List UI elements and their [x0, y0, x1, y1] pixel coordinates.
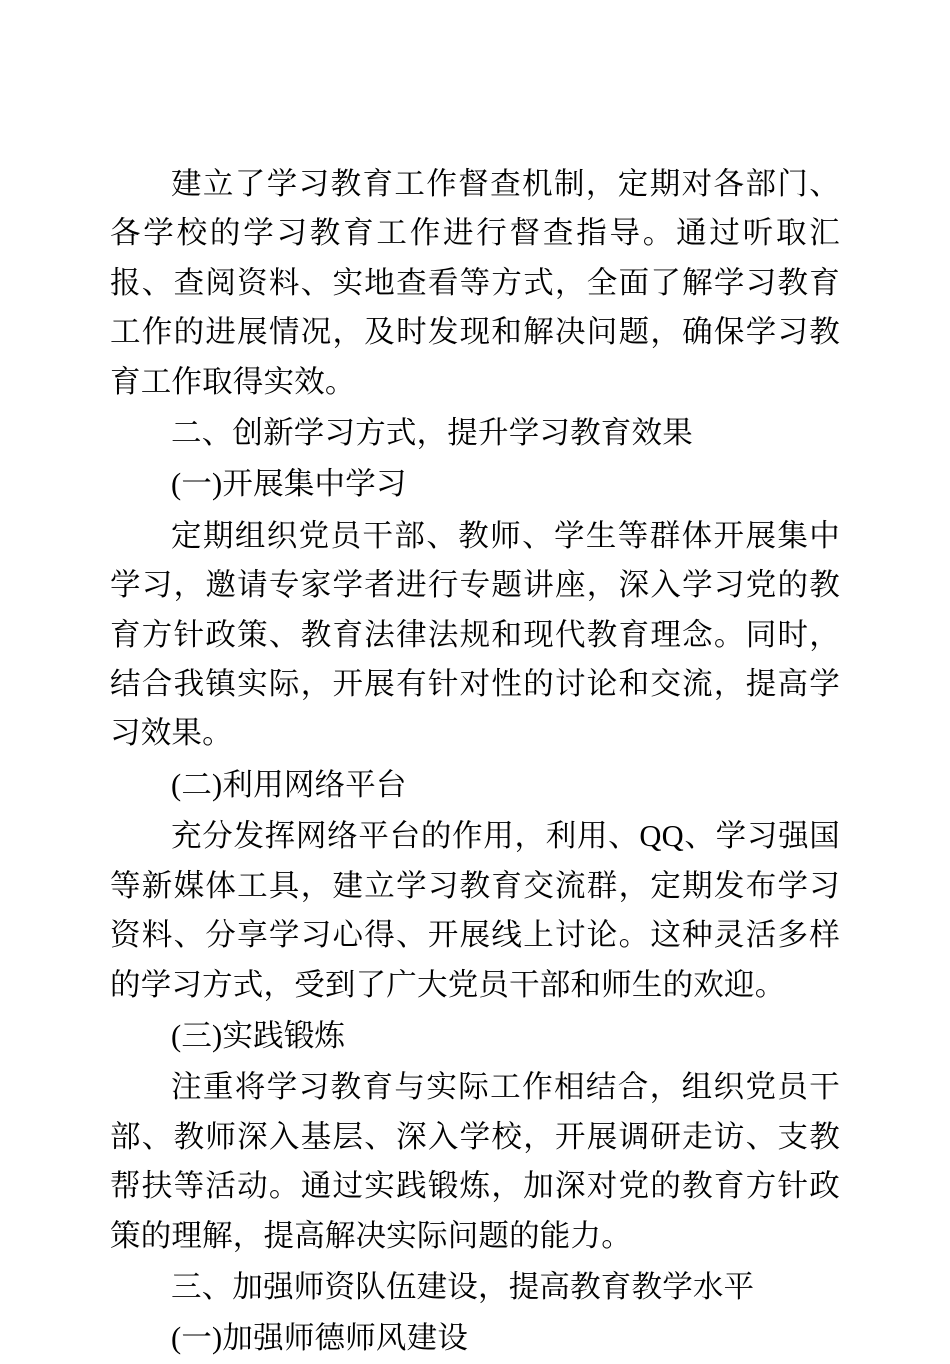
subsection-heading-2-1: (一)开展集中学习: [171, 467, 407, 502]
subsection-heading-2-3: (三)实践锻炼: [171, 1018, 346, 1053]
section-heading-3: 三、加强师资队伍建设，提高教育教学水平: [171, 1269, 755, 1304]
paragraph: 建立了学习教育工作督查机制，定期对各部门、各学校的学习教育工作进行督查指导。通过听取汇报、查阅资料、实地查看等方式，全面了解学习教育工作的进展情况，及时发现和解决问题，确保学习教育工作取得实效。: [110, 167, 840, 399]
paragraph: 定期组织党员干部、教师、学生等群体开展集中学习，邀请专家学者进行专题讲座，深入学习党的教育方针政策、教育法律法规和现代教育理念。同时，结合我镇实际，开展有针对性的讨论和交流，提高学习效果。: [110, 518, 840, 751]
paragraph: 充分发挥网络平台的作用，利用、QQ、学习强国等新媒体工具，建立学习教育交流群，定期发布学习资料、分享学习心得、开展线上讨论。这种灵活多样的学习方式，受到了广大党员干部和师生的欢迎。: [110, 819, 840, 1002]
section-heading-2: 二、创新学习方式，提升学习教育效果: [171, 416, 693, 451]
subsection-heading-3-1: (一)加强师德师风建设: [171, 1321, 469, 1356]
paragraph: 注重将学习教育与实际工作相结合，组织党员干部、教师深入基层、深入学校，开展调研走访、支教帮扶等活动。通过实践锻炼，加深对党的教育方针政策的理解，提高解决实际问题的能力。: [110, 1070, 840, 1253]
subsection-heading-2-2: (二)利用网络平台: [171, 767, 407, 802]
document-body: [110, 160, 840, 1364]
